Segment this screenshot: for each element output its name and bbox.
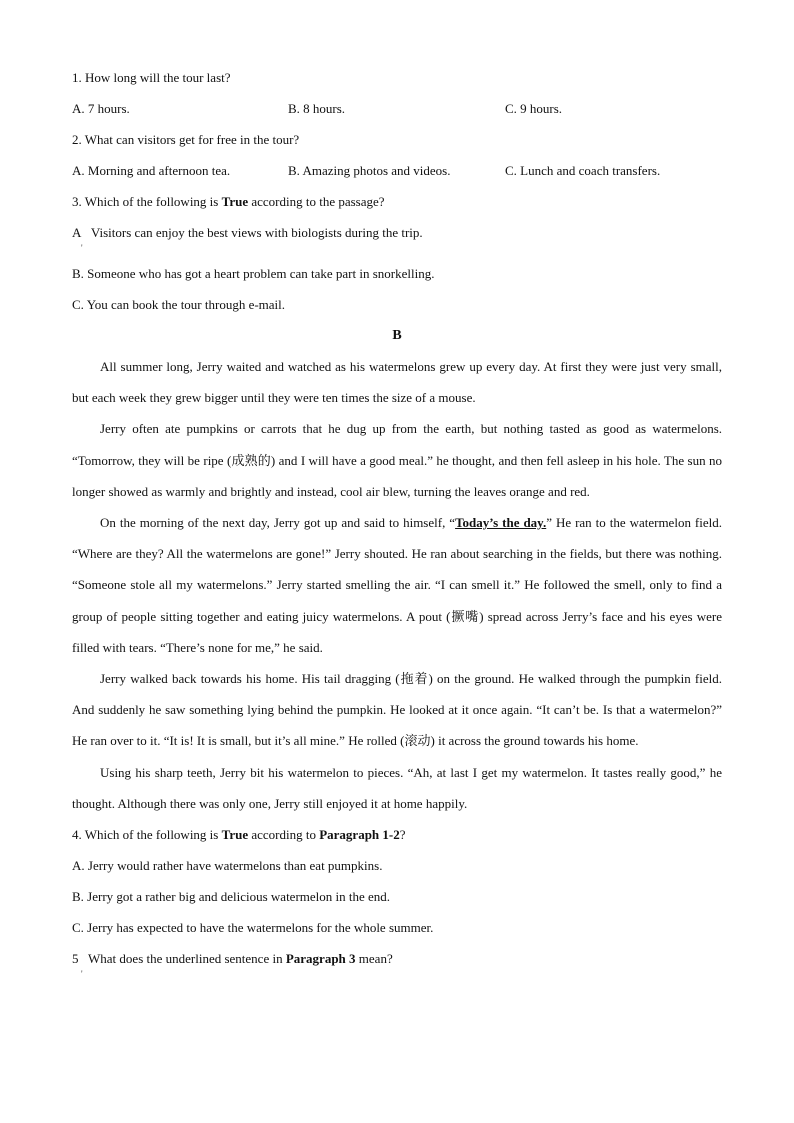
q4-question-text: 4. Which of the following is <box>72 827 222 843</box>
q3-question-end: according to the passage? <box>248 194 385 209</box>
story-paragraph-5: Using his sharp teeth, Jerry bit his watermelon to pieces. “Ah, at last I get my watermelon. It tastes really good,” he thought. Although there was only one, Jerry still enjoyed it at home happily. <box>72 764 722 811</box>
q5-question-end: mean? <box>355 951 393 967</box>
q1-options <box>72 93 722 124</box>
q2-option-a: A. Morning and afternoon tea. <box>72 163 231 178</box>
q2-option-c: C. Lunch and coach transfers. <box>505 163 661 178</box>
story-paragraph-4: Jerry walked back towards his home. His tail dragging (拖着) on the ground. He walked through the pumpkin field. And suddenly he saw something lying behind the pumpkin. He looked at it once again. “It can’t be. Is that a watermelon?” He ran over to it. “It is! It is small, but it’s all mine.” He rolled (滚动) it across the ground towards his home. <box>72 671 722 749</box>
q4-option-a: A. Jerry would rather have watermelons than eat pumpkins. <box>72 858 383 874</box>
story-paragraph-2: Jerry often ate pumpkins or carrots that he dug up from the earth, but nothing tasted as good as watermelons. “Tomorrow, they will be ripe (成熟的) and I will have a good meal.” he thought, and then fell asleep in his hole. The sun no longer showed as warmly and brightly and instead, cool air blew, turning the leaves orange and red. <box>72 421 722 499</box>
q3-question <box>72 186 722 217</box>
q4-question-paragraph-ref: Paragraph 1-2 <box>319 827 400 843</box>
section-heading: B <box>392 328 402 343</box>
exam-page <box>72 62 722 974</box>
q3-question-bold: True <box>221 194 249 209</box>
q5-question-paragraph-ref: Paragraph 3 <box>285 951 356 967</box>
q3-option-b: B. Someone who has got a heart problem can take part in snorkelling. <box>72 266 435 281</box>
q3-option-a <box>72 217 722 248</box>
q3-question-text: 3. Which of the following is <box>72 194 222 209</box>
p3-text-start: On the morning of the next day, Jerry got up and said to himself, “ <box>100 515 456 531</box>
q4-question-mid: according to <box>248 827 320 843</box>
story-paragraph-3 <box>72 507 722 663</box>
q4-question-end: ? <box>399 827 406 843</box>
q1-option-a: A. 7 hours. <box>72 101 130 116</box>
q1-option-c: C. 9 hours. <box>505 101 563 116</box>
q2-options <box>72 155 722 186</box>
q3-option-a-text: Visitors can enjoy the best views with biologists during the trip. <box>90 225 423 240</box>
q1-option-b: B. 8 hours. <box>288 101 346 116</box>
q4-question <box>72 819 722 850</box>
q2-option-b: B. Amazing photos and videos. <box>288 163 451 178</box>
q5-question-text: What does the underlined sentence in <box>88 951 286 967</box>
underlined-sentence: Today’s the day. <box>455 515 547 531</box>
q5-number: 5 ' <box>72 951 79 966</box>
q3-option-a-letter: A ' <box>72 225 81 240</box>
q1-question: 1. How long will the tour last? <box>72 70 231 85</box>
q4-option-c: C. Jerry has expected to have the watermelons for the whole summer. <box>72 920 434 936</box>
q4-option-b: B. Jerry got a rather big and delicious watermelon in the end. <box>72 889 391 905</box>
story-paragraph-1: All summer long, Jerry waited and watched as his watermelons grew up every day. At first they were just very small, but each week they grew bigger until they were ten times the size of a mouse. <box>72 359 722 406</box>
p3-text-end: ” He ran to the watermelon field. “Where are they? All the watermelons are gone!” Jerry shouted. He ran about searching in the fields, but there was nothing. “Someone stole all my watermelons.” Jerry started smelling the air. “I can smell it.” He followed the smell, only to find a group of people sitting together and eating juicy watermelons. A pout (撅嘴) spread across Jerry’s face and his eyes were filled with tears. “There’s none for me,” he said. <box>72 515 722 655</box>
q2-question: 2. What can visitors get for free in the tour? <box>72 132 300 147</box>
q4-question-bold: True <box>221 827 249 843</box>
q3-option-c: C. You can book the tour through e-mail. <box>72 297 286 312</box>
q5-question <box>72 943 722 974</box>
